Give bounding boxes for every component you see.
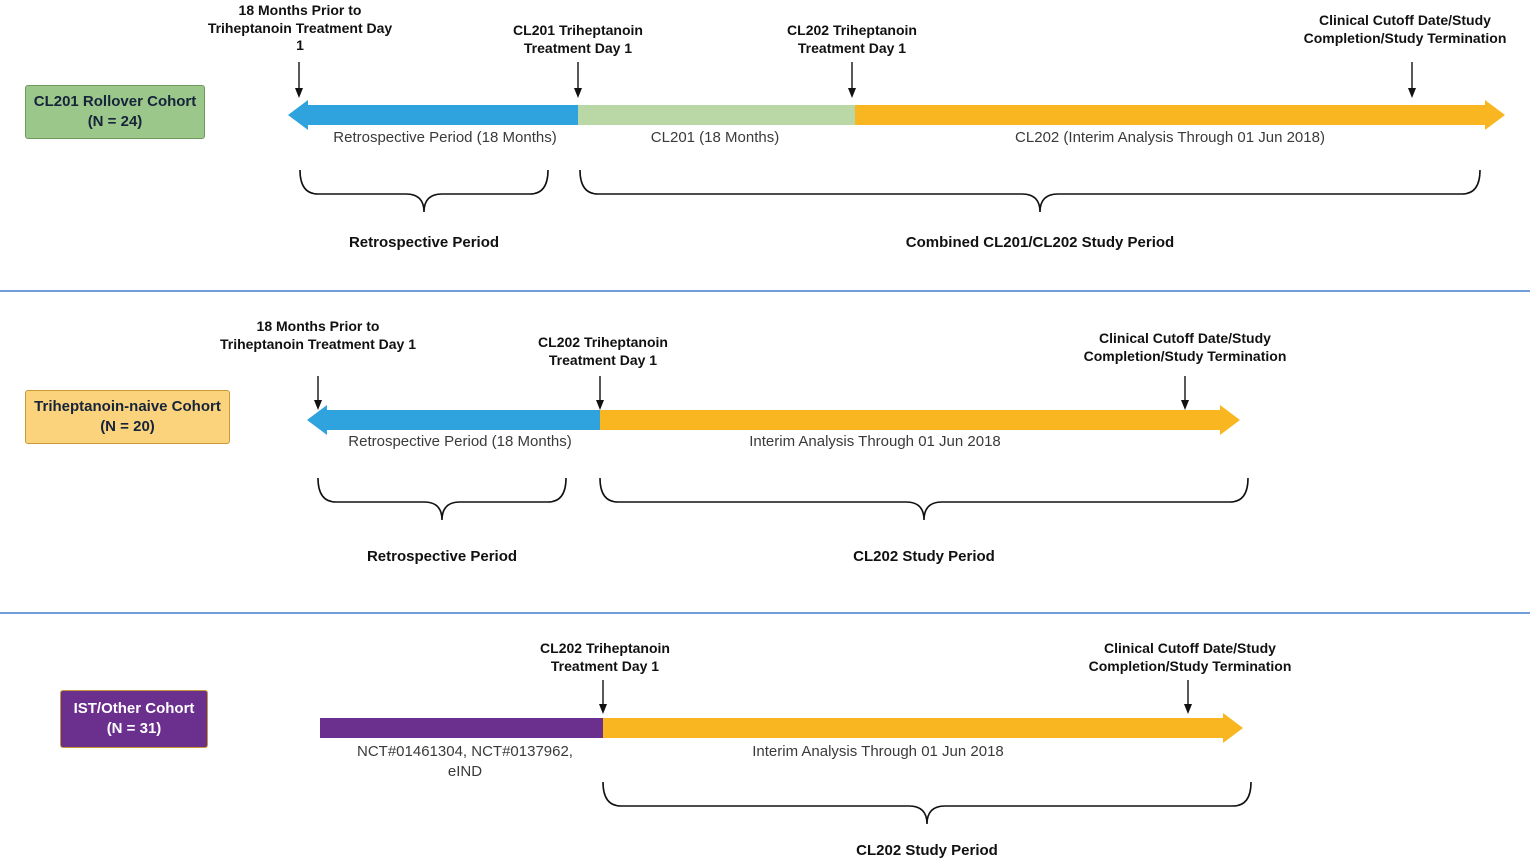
row-divider-1 bbox=[0, 290, 1530, 292]
row2-marker-label-1: 18 Months Prior to Triheptanoin Treatment Day 1 bbox=[219, 318, 417, 352]
row2-segment-retrospective-bar bbox=[327, 410, 600, 430]
row2-brace-label-2: CL202 Study Period bbox=[853, 548, 995, 565]
row2-left-arrowhead bbox=[307, 405, 327, 435]
row1-brace-label-1: Retrospective Period bbox=[348, 234, 500, 251]
row3-marker-label-1: CL202 Triheptanoin Treatment Day 1 bbox=[540, 640, 670, 674]
row3-brace-label-1: CL202 Study Period bbox=[856, 842, 998, 859]
row1-segment-label-3: CL202 (Interim Analysis Through 01 Jun 2018) bbox=[1015, 129, 1325, 146]
row2-segment-label-2: Interim Analysis Through 01 Jun 2018 bbox=[749, 433, 1001, 450]
row1-segment-retrospective-bar bbox=[308, 105, 578, 125]
row1-segment-label-2: CL201 (18 Months) bbox=[650, 129, 780, 146]
row1-brace-label-2: Combined CL201/CL202 Study Period bbox=[905, 234, 1175, 251]
row3-segment-ist-bar bbox=[320, 718, 603, 738]
row1-marker-label-2: CL201 Triheptanoin Treatment Day 1 bbox=[513, 22, 643, 56]
row2-marker-label-2: CL202 Triheptanoin Treatment Day 1 bbox=[538, 334, 668, 368]
row2-right-arrowhead bbox=[1220, 405, 1240, 435]
cohort-label-cl201-rollover: CL201 Rollover Cohort (N = 24) bbox=[25, 85, 205, 139]
row2-marker-label-3: Clinical Cutoff Date/Study Completion/Study Termination bbox=[1083, 330, 1287, 364]
row3-marker-label-2: Clinical Cutoff Date/Study Completion/Study Termination bbox=[1088, 640, 1292, 674]
row1-segment-label-1: Retrospective Period (18 Months) bbox=[333, 129, 557, 146]
row3-right-arrowhead bbox=[1223, 713, 1243, 743]
row1-marker-label-1: 18 Months Prior to Triheptanoin Treatment Day 1 bbox=[207, 2, 393, 53]
row1-marker-label-4: Clinical Cutoff Date/Study Completion/Study Termination bbox=[1303, 12, 1507, 46]
row1-marker-label-3: CL202 Triheptanoin Treatment Day 1 bbox=[787, 22, 917, 56]
row1-segment-cl201-bar bbox=[578, 105, 855, 125]
row2-braces bbox=[0, 478, 1530, 538]
cohort-label-triheptanoin-naive: Triheptanoin-naive Cohort (N = 20) bbox=[25, 390, 230, 444]
row2-brace-label-1: Retrospective Period bbox=[366, 548, 518, 565]
row2-segment-cl202-bar bbox=[600, 410, 1220, 430]
row3-braces bbox=[0, 782, 1530, 842]
row-divider-2 bbox=[0, 612, 1530, 614]
row1-segment-cl202-bar bbox=[855, 105, 1485, 125]
row1-braces bbox=[0, 170, 1530, 230]
row3-segment-label-1: NCT#01461304, NCT#0137962, eIND bbox=[357, 743, 573, 780]
row2-segment-label-1: Retrospective Period (18 Months) bbox=[348, 433, 572, 450]
row3-segment-label-2: Interim Analysis Through 01 Jun 2018 bbox=[752, 743, 1004, 760]
cohort-label-ist-other: IST/Other Cohort (N = 31) bbox=[60, 690, 208, 748]
row3-segment-cl202-bar bbox=[603, 718, 1223, 738]
row1-left-arrowhead bbox=[288, 100, 308, 130]
row1-right-arrowhead bbox=[1485, 100, 1505, 130]
